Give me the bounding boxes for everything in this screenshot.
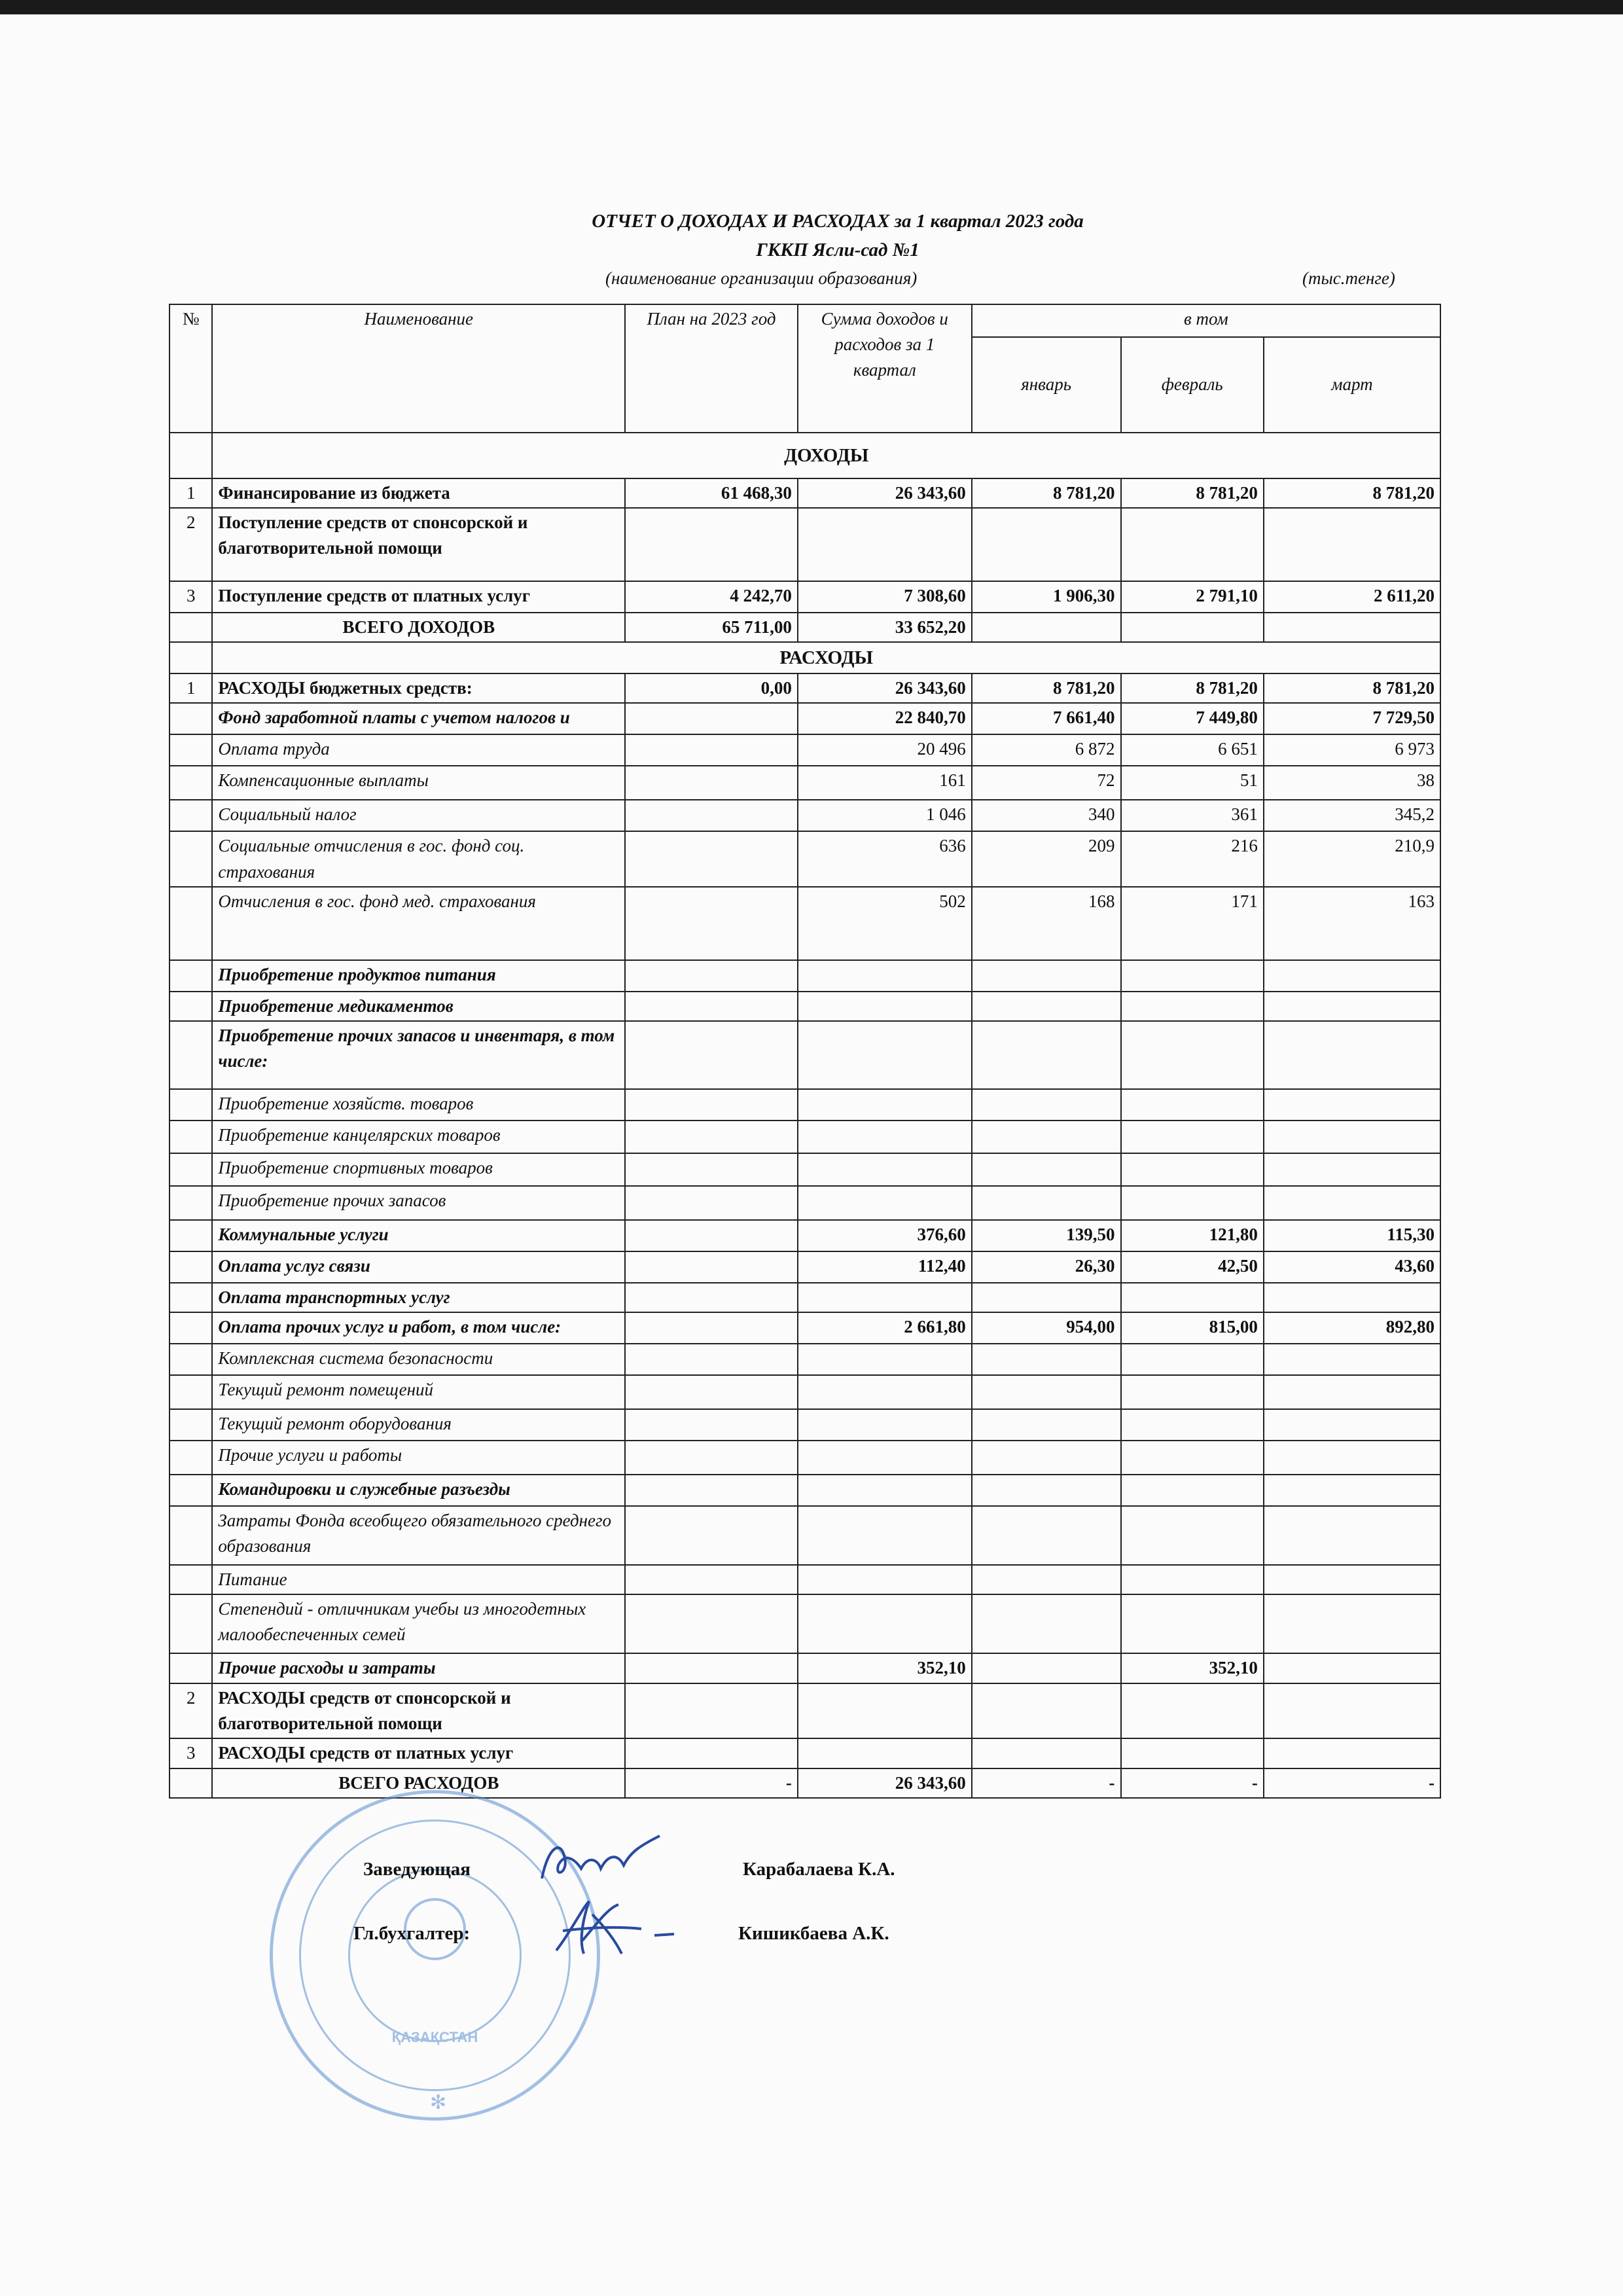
row-name: Приобретение хозяйств. товаров [212, 1089, 625, 1121]
header-sum: Сумма доходов и расходов за 1 квартал [798, 304, 972, 433]
row-mar [1264, 508, 1440, 581]
row-mar [1264, 1283, 1440, 1312]
row-mar: 163 [1264, 887, 1440, 960]
row-plan: 61 468,30 [625, 478, 798, 508]
report-table [169, 304, 1441, 1799]
row-mar: 38 [1264, 766, 1440, 800]
row-feb: 121,80 [1121, 1220, 1264, 1251]
stamp-text: ҚАЗАҚСТАН [391, 2029, 478, 2045]
table-row [169, 1653, 1440, 1683]
row-mar [1264, 1186, 1440, 1220]
row-sum: 352,10 [798, 1653, 972, 1683]
row-number [169, 1186, 212, 1220]
total-row [169, 1768, 1440, 1798]
accountant-name: Кишикбаева А.К. [738, 1923, 889, 1944]
row-mar [1264, 960, 1440, 992]
row-plan [625, 1409, 798, 1441]
row-jan: 26,30 [972, 1251, 1121, 1283]
row-sum [798, 508, 972, 581]
row-name: Текущий ремонт помещений [212, 1375, 625, 1409]
row-sum [798, 1506, 972, 1565]
organization-name: ГККП Ясли-сад №1 [756, 240, 919, 260]
table-row [169, 581, 1440, 613]
row-plan [625, 1220, 798, 1251]
row-feb: 361 [1121, 800, 1264, 831]
blank-cell [169, 642, 212, 673]
row-name: Приобретение продуктов питания [212, 960, 625, 992]
row-name: Фонд заработной платы с учетом налогов и [212, 703, 625, 734]
row-feb: 51 [1121, 766, 1264, 800]
row-name: Социальные отчисления в гос. фонд соц. страхования [212, 831, 625, 886]
blank-cell [169, 433, 212, 478]
row-plan [625, 1375, 798, 1409]
total-plan: 65 711,00 [625, 613, 798, 642]
row-jan: 168 [972, 887, 1121, 960]
row-jan: 340 [972, 800, 1121, 831]
head-title: Заведующая [363, 1859, 471, 1880]
row-mar [1264, 1375, 1440, 1409]
row-mar: 43,60 [1264, 1251, 1440, 1283]
row-plan [625, 887, 798, 960]
table-row [169, 960, 1440, 992]
row-jan [972, 960, 1121, 992]
income-section-header: ДОХОДЫ [212, 433, 1440, 478]
row-plan [625, 1683, 798, 1738]
row-name: Поступление средств от платных услуг [212, 581, 625, 613]
row-mar: 892,80 [1264, 1312, 1440, 1344]
row-sum: 7 308,60 [798, 581, 972, 613]
row-feb [1121, 1409, 1264, 1441]
row-name: Прочие расходы и затраты [212, 1653, 625, 1683]
header-plan: План на 2023 год [625, 304, 798, 433]
table-row [169, 1251, 1440, 1283]
row-plan [625, 1653, 798, 1683]
table-row [169, 992, 1440, 1021]
row-feb [1121, 1344, 1264, 1375]
row-jan [972, 1441, 1121, 1475]
row-sum: 2 661,80 [798, 1312, 972, 1344]
table-row [169, 1409, 1440, 1441]
table-row [169, 734, 1440, 766]
row-feb [1121, 1738, 1264, 1768]
row-plan [625, 1153, 798, 1186]
total-mar [1264, 613, 1440, 642]
row-plan [625, 1594, 798, 1653]
row-plan [625, 831, 798, 886]
row-jan [972, 1565, 1121, 1594]
row-plan [625, 1251, 798, 1283]
row-plan [625, 1475, 798, 1506]
row-name: РАСХОДЫ средств от платных услуг [212, 1738, 625, 1768]
row-jan [972, 1375, 1121, 1409]
row-jan: 8 781,20 [972, 673, 1121, 703]
row-number [169, 800, 212, 831]
report-title: ОТЧЕТ О ДОХОДАХ И РАСХОДАХ за 1 квартал 2023 года [592, 211, 1084, 232]
row-number: 1 [169, 478, 212, 508]
row-sum: 1 046 [798, 800, 972, 831]
row-jan: 139,50 [972, 1220, 1121, 1251]
row-name: Командировки и служебные разъезды [212, 1475, 625, 1506]
row-name: Приобретение канцелярских товаров [212, 1121, 625, 1153]
row-mar [1264, 1506, 1440, 1565]
row-mar [1264, 1441, 1440, 1475]
row-mar [1264, 1738, 1440, 1768]
row-feb [1121, 1089, 1264, 1121]
table-row [169, 1441, 1440, 1475]
row-jan [972, 1653, 1121, 1683]
row-feb [1121, 508, 1264, 581]
total-mar: - [1264, 1768, 1440, 1798]
row-sum [798, 1021, 972, 1089]
total-jan [972, 613, 1121, 642]
row-feb: 171 [1121, 887, 1264, 960]
row-sum [798, 1344, 972, 1375]
row-mar: 345,2 [1264, 800, 1440, 831]
row-sum: 502 [798, 887, 972, 960]
row-sum: 112,40 [798, 1251, 972, 1283]
row-feb [1121, 1683, 1264, 1738]
row-plan [625, 1186, 798, 1220]
row-mar [1264, 1565, 1440, 1594]
row-sum: 26 343,60 [798, 673, 972, 703]
row-number [169, 734, 212, 766]
row-feb [1121, 992, 1264, 1021]
table-row [169, 887, 1440, 960]
row-mar: 2 611,20 [1264, 581, 1440, 613]
row-name: РАСХОДЫ бюджетных средств: [212, 673, 625, 703]
row-sum: 376,60 [798, 1220, 972, 1251]
row-sum [798, 1409, 972, 1441]
row-number [169, 1283, 212, 1312]
accountant-title: Гл.бухгалтер: [353, 1923, 471, 1944]
row-name: Текущий ремонт оборудования [212, 1409, 625, 1441]
header-incl: в том [972, 304, 1440, 337]
row-mar [1264, 1475, 1440, 1506]
table-row [169, 1683, 1440, 1738]
row-name: Оплата труда [212, 734, 625, 766]
row-name: Прочие услуги и работы [212, 1441, 625, 1475]
row-feb: 42,50 [1121, 1251, 1264, 1283]
row-number: 2 [169, 1683, 212, 1738]
head-name: Карабалаева К.А. [743, 1859, 895, 1880]
row-name: Степендий - отличникам учебы из многодетных малообеспеченных семей [212, 1594, 625, 1653]
row-plan [625, 1089, 798, 1121]
total-feb [1121, 613, 1264, 642]
total-row [169, 613, 1440, 642]
row-feb: 8 781,20 [1121, 478, 1264, 508]
row-number [169, 1089, 212, 1121]
row-number [169, 1441, 212, 1475]
table-row [169, 1312, 1440, 1344]
row-sum [798, 1283, 972, 1312]
total-jan: - [972, 1768, 1121, 1798]
row-feb [1121, 1121, 1264, 1153]
row-plan [625, 1021, 798, 1089]
row-sum: 636 [798, 831, 972, 886]
row-number [169, 703, 212, 734]
row-feb [1121, 1021, 1264, 1089]
row-number [169, 1565, 212, 1594]
row-feb: 6 651 [1121, 734, 1264, 766]
row-jan: 7 661,40 [972, 703, 1121, 734]
row-number: 3 [169, 1738, 212, 1768]
row-name: Приобретение медикаментов [212, 992, 625, 1021]
row-feb [1121, 1153, 1264, 1186]
row-sum [798, 992, 972, 1021]
row-number [169, 887, 212, 960]
table-row [169, 508, 1440, 581]
table-row [169, 642, 1440, 673]
table-row [169, 1021, 1440, 1089]
row-sum [798, 1153, 972, 1186]
row-feb [1121, 1441, 1264, 1475]
row-plan [625, 734, 798, 766]
row-name: Финансирование из бюджета [212, 478, 625, 508]
row-mar [1264, 992, 1440, 1021]
head-signature [535, 1833, 666, 1892]
row-number [169, 960, 212, 992]
header-jan: январь [972, 337, 1121, 433]
table-row [169, 1121, 1440, 1153]
row-mar: 115,30 [1264, 1220, 1440, 1251]
row-jan: 209 [972, 831, 1121, 886]
row-mar [1264, 1153, 1440, 1186]
row-mar [1264, 1021, 1440, 1089]
row-plan [625, 766, 798, 800]
row-number: 1 [169, 673, 212, 703]
row-jan [972, 1594, 1121, 1653]
table-row [169, 673, 1440, 703]
row-name: Компенсационные выплаты [212, 766, 625, 800]
row-feb: 216 [1121, 831, 1264, 886]
row-number [169, 1594, 212, 1653]
header-mar: март [1264, 337, 1440, 433]
row-jan [972, 1186, 1121, 1220]
row-plan [625, 1565, 798, 1594]
row-number [169, 1220, 212, 1251]
row-sum [798, 1186, 972, 1220]
row-mar: 210,9 [1264, 831, 1440, 886]
row-mar [1264, 1121, 1440, 1153]
total-sum: 33 652,20 [798, 613, 972, 642]
row-jan [972, 1409, 1121, 1441]
row-name: Комплексная система безопасности [212, 1344, 625, 1375]
row-number: 3 [169, 581, 212, 613]
row-mar: 8 781,20 [1264, 673, 1440, 703]
row-sum [798, 960, 972, 992]
row-mar [1264, 1344, 1440, 1375]
table-row [169, 1506, 1440, 1565]
row-mar [1264, 1409, 1440, 1441]
total-feb: - [1121, 1768, 1264, 1798]
row-plan [625, 1344, 798, 1375]
row-sum [798, 1375, 972, 1409]
expense-section-header: РАСХОДЫ [212, 642, 1440, 673]
row-mar: 8 781,20 [1264, 478, 1440, 508]
row-jan: 8 781,20 [972, 478, 1121, 508]
row-plan: 4 242,70 [625, 581, 798, 613]
row-jan [972, 992, 1121, 1021]
row-plan [625, 1121, 798, 1153]
row-name: Оплата транспортных услуг [212, 1283, 625, 1312]
row-jan: 1 906,30 [972, 581, 1121, 613]
row-plan [625, 1312, 798, 1344]
row-number [169, 1153, 212, 1186]
table-row [169, 1475, 1440, 1506]
row-number [169, 766, 212, 800]
row-number [169, 1021, 212, 1089]
row-feb: 8 781,20 [1121, 673, 1264, 703]
row-plan [625, 960, 798, 992]
row-name: Приобретение прочих запасов [212, 1186, 625, 1220]
blank-cell [169, 613, 212, 642]
row-jan [972, 1089, 1121, 1121]
row-feb: 352,10 [1121, 1653, 1264, 1683]
table-row [169, 1738, 1440, 1768]
blank-cell [169, 1768, 212, 1798]
row-plan [625, 1441, 798, 1475]
row-plan: 0,00 [625, 673, 798, 703]
table-row [169, 1153, 1440, 1186]
row-number [169, 1409, 212, 1441]
row-jan [972, 1153, 1121, 1186]
table-row [169, 1375, 1440, 1409]
row-name: Оплата прочих услуг и работ, в том числе: [212, 1312, 625, 1344]
row-jan [972, 1683, 1121, 1738]
row-feb [1121, 1186, 1264, 1220]
row-sum [798, 1565, 972, 1594]
table-row [169, 703, 1440, 734]
row-feb [1121, 960, 1264, 992]
row-name: Отчисления в гос. фонд мед. страхования [212, 887, 625, 960]
row-number: 2 [169, 508, 212, 581]
row-mar: 6 973 [1264, 734, 1440, 766]
table-row [169, 1220, 1440, 1251]
row-name: Приобретение спортивных товаров [212, 1153, 625, 1186]
row-name: Оплата услуг связи [212, 1251, 625, 1283]
row-jan [972, 1283, 1121, 1312]
row-sum [798, 1594, 972, 1653]
row-feb [1121, 1506, 1264, 1565]
row-plan [625, 992, 798, 1021]
row-number [169, 1653, 212, 1683]
row-mar: 7 729,50 [1264, 703, 1440, 734]
row-feb [1121, 1565, 1264, 1594]
total-label: ВСЕГО РАСХОДОВ [212, 1768, 625, 1798]
table-row [169, 478, 1440, 508]
accountant-signature [543, 1895, 681, 1960]
row-mar [1264, 1594, 1440, 1653]
row-sum [798, 1738, 972, 1768]
row-name: Коммунальные услуги [212, 1220, 625, 1251]
row-jan [972, 1021, 1121, 1089]
row-sum [798, 1441, 972, 1475]
row-number [169, 1506, 212, 1565]
row-name: Социальный налог [212, 800, 625, 831]
row-jan [972, 1121, 1121, 1153]
total-plan: - [625, 1768, 798, 1798]
table-row [169, 1344, 1440, 1375]
row-jan: 954,00 [972, 1312, 1121, 1344]
row-name: Затраты Фонда всеобщего обязательного среднего образования [212, 1506, 625, 1565]
row-mar [1264, 1089, 1440, 1121]
row-sum: 22 840,70 [798, 703, 972, 734]
row-number [169, 1375, 212, 1409]
row-plan [625, 1738, 798, 1768]
row-jan: 6 872 [972, 734, 1121, 766]
row-plan [625, 703, 798, 734]
row-name: Питание [212, 1565, 625, 1594]
table-row [169, 1283, 1440, 1312]
row-number [169, 1312, 212, 1344]
table-row [169, 766, 1440, 800]
table-row [169, 831, 1440, 886]
header-no: № [169, 304, 212, 433]
header-feb: февраль [1121, 337, 1264, 433]
row-number [169, 992, 212, 1021]
row-sum: 20 496 [798, 734, 972, 766]
row-plan [625, 800, 798, 831]
row-sum: 161 [798, 766, 972, 800]
row-mar [1264, 1653, 1440, 1683]
row-feb: 7 449,80 [1121, 703, 1264, 734]
header-name: Наименование [212, 304, 625, 433]
table-row [169, 1565, 1440, 1594]
total-sum: 26 343,60 [798, 1768, 972, 1798]
row-sum [798, 1475, 972, 1506]
total-label: ВСЕГО ДОХОДОВ [212, 613, 625, 642]
row-number [169, 1251, 212, 1283]
row-sum [798, 1089, 972, 1121]
row-name: РАСХОДЫ средств от спонсорской и благотворительной помощи [212, 1683, 625, 1738]
row-number [169, 1344, 212, 1375]
row-number [169, 1475, 212, 1506]
row-feb [1121, 1283, 1264, 1312]
row-sum [798, 1121, 972, 1153]
row-feb: 815,00 [1121, 1312, 1264, 1344]
row-plan [625, 508, 798, 581]
row-plan [625, 1283, 798, 1312]
row-sum: 26 343,60 [798, 478, 972, 508]
units-caption: (тыс.тенге) [1302, 268, 1395, 288]
row-plan [625, 1506, 798, 1565]
table-row [169, 1089, 1440, 1121]
table-row [169, 1594, 1440, 1653]
row-name: Приобретение прочих запасов и инвентаря, в том числе: [212, 1021, 625, 1089]
row-name: Поступление средств от спонсорской и благотворительной помощи [212, 508, 625, 581]
row-jan [972, 508, 1121, 581]
row-jan: 72 [972, 766, 1121, 800]
table-row [169, 800, 1440, 831]
row-number [169, 831, 212, 886]
row-jan [972, 1344, 1121, 1375]
row-mar [1264, 1683, 1440, 1738]
scan-top-edge [0, 0, 1623, 14]
row-number [169, 1121, 212, 1153]
table-row [169, 1186, 1440, 1220]
row-feb [1121, 1594, 1264, 1653]
row-feb [1121, 1375, 1264, 1409]
row-feb [1121, 1475, 1264, 1506]
row-jan [972, 1475, 1121, 1506]
row-jan [972, 1738, 1121, 1768]
organization-caption: (наименование организации образования) [605, 268, 918, 288]
row-feb: 2 791,10 [1121, 581, 1264, 613]
stamp-star-icon: ✻ [430, 2091, 447, 2114]
row-jan [972, 1506, 1121, 1565]
row-sum [798, 1683, 972, 1738]
